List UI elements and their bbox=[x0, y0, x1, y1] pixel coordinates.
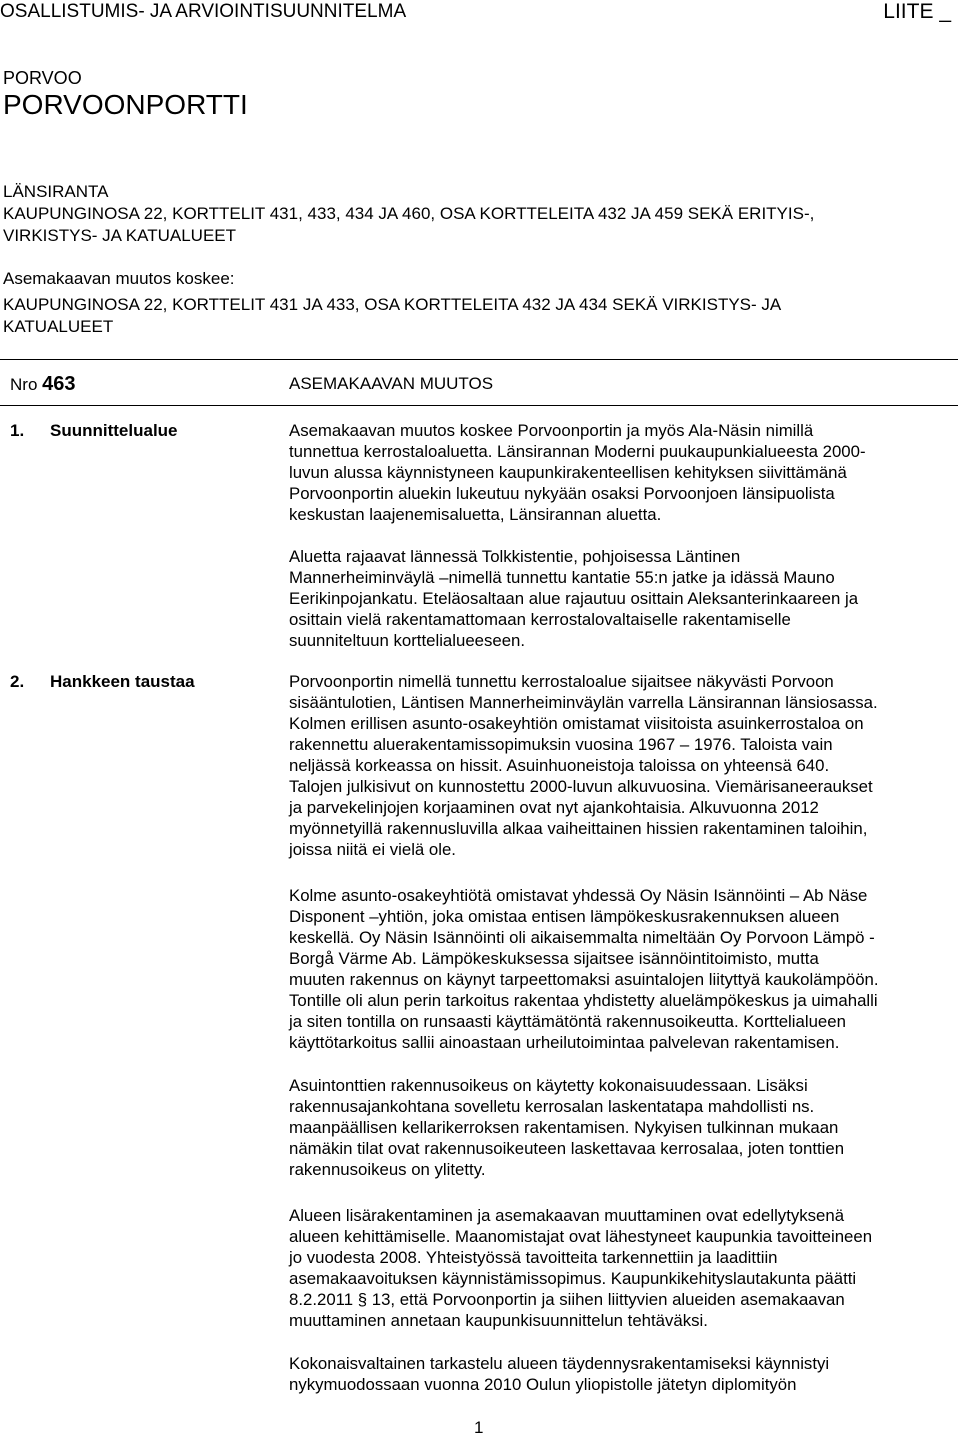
text-line: Porvoonportin nimellä tunnettu kerrostaloalue sijaitsee näkyvästi Porvoon bbox=[289, 672, 834, 691]
text-line: suunniteltuun korttelialueeseen. bbox=[289, 631, 526, 650]
change-line: KAUPUNGINOSA 22, KORTTELIT 431 JA 433, OSA KORTTELEITA 432 JA 434 SEKÄ VIRKISTYS- JA bbox=[3, 295, 782, 314]
text-line: asemakaavoituksen käynnistämissopimus. Kaupunkikehityslautakunta päätti bbox=[289, 1269, 857, 1288]
change-label: Asemakaavan muutos koskee: bbox=[3, 269, 235, 288]
change-line: KATUALUEET bbox=[3, 317, 114, 336]
section-1-paragraph-1 bbox=[289, 420, 929, 525]
text-line: Porvoonportin aluekin lukeutuu nykyään osaksi Porvoonjoen länsipuolista bbox=[289, 484, 835, 503]
section-2-paragraph-4 bbox=[289, 1205, 929, 1331]
section-2-paragraph-5 bbox=[289, 1353, 929, 1395]
text-line: rakennusajankohtana sovelletu kerrosalan laskentatapa mahdollisti ns. bbox=[289, 1097, 815, 1116]
text-line: neljässä korkeassa on hissit. Asuinhuoneistoja taloissa on yhteensä 640. bbox=[289, 756, 830, 775]
text-line: keskellä. Oy Näsin Isännöinti oli aikaisemmalta nimeltään Oy Porvoon Lämpö - bbox=[289, 928, 875, 947]
area-description bbox=[3, 181, 814, 247]
text-line: nykymuodossaan vuonna 2010 Oulun yliopistolle jätetyn diplomityön bbox=[289, 1375, 797, 1394]
project-name: PORVOONPORTTI bbox=[3, 89, 248, 120]
plan-kind: ASEMAKAAVAN MUUTOS bbox=[289, 374, 494, 393]
page-number: 1 bbox=[474, 1418, 484, 1437]
appendix-label: LIITE _ bbox=[883, 0, 951, 23]
text-line: ja siten tontilla on runsaasti käyttämätöntä rakennusoikeutta. Korttelialueen bbox=[289, 1012, 846, 1031]
text-line: Disponent –yhtiön, joka omistaa entisen lämpökeskusrakennuksen alueen bbox=[289, 907, 840, 926]
section-2-paragraph-2 bbox=[289, 885, 929, 1053]
text-line: sisääntulotien, Läntisen Mannerheiminväylän varrella Länsirannan länsiosassa. bbox=[289, 693, 878, 712]
section-number: 2. bbox=[10, 672, 25, 691]
text-line: rakennusoikeus on ylitetty. bbox=[289, 1160, 486, 1179]
plan-number-label: Nro bbox=[10, 375, 38, 394]
text-line: maanpäällisen kellarikerroksen rakentamisen. Nykyisen tulkinnan mukaan bbox=[289, 1118, 839, 1137]
area-line: LÄNSIRANTA bbox=[3, 182, 109, 201]
text-line: nämäkin tilat ovat rakennusoikeuteen laskettavaa kerrosalaa, joten tonttien bbox=[289, 1139, 845, 1158]
text-line: 8.2.2011 § 13, että Porvoonportin ja siihen liittyvien alueiden asemakaavan bbox=[289, 1290, 845, 1309]
text-line: Tontille oli alun perin tarkoitus rakentaa yhdistetty aluelämpökeskus ja uimahalli bbox=[289, 991, 878, 1010]
text-line: Kokonaisvaltainen tarkastelu alueen täydennysrakentamiseksi käynnistyi bbox=[289, 1354, 830, 1373]
text-line: Asuintonttien rakennusoikeus on käytetty kokonaisuudessaan. Lisäksi bbox=[289, 1076, 808, 1095]
text-line: tunnettua kerrostaloaluetta. Länsirannan Moderni puukaupunkialueesta 2000- bbox=[289, 442, 866, 461]
text-line: Talojen julkisivut on kunnostettu 2000-luvun alkuvuosina. Viemärisaneeraukset bbox=[289, 777, 873, 796]
text-line: Eerikinpojankatu. Eteläosaltaan alue rajautuu osittain Aleksanterinkaareen ja bbox=[289, 589, 859, 608]
section-1-title bbox=[10, 420, 178, 442]
section-1-paragraph-2 bbox=[289, 546, 929, 651]
text-line: keskustan laajenemisaluetta, Länsirannan aluetta. bbox=[289, 505, 662, 524]
text-line: luvun alussa käynnistyneen kaupunkirakenteellisen kehityksen siivittämänä bbox=[289, 463, 847, 482]
text-line: joissa niitä ei vielä ole. bbox=[289, 840, 456, 859]
text-line: Kolme asunto-osakeyhtiötä omistavat yhdessä Oy Näsin Isännöinti – Ab Näse bbox=[289, 886, 868, 905]
text-line: ja parvekelinjojen korjaaminen ovat nyt ajankohtaisia. Alkuvuonna 2012 bbox=[289, 798, 819, 817]
plan-number-value: 463 bbox=[42, 373, 76, 395]
text-line: käyttötarkoitus sallii ainoastaan urheilutoimintaa palvelevan rakentamisen. bbox=[289, 1033, 840, 1052]
text-line: muuttaminen annetaan kaupunkisuunnittelun tehtäväksi. bbox=[289, 1311, 708, 1330]
area-line: KAUPUNGINOSA 22, KORTTELIT 431, 433, 434 JA 460, OSA KORTTELEITA 432 JA 459 SEKÄ ERITYIS-, bbox=[3, 204, 815, 223]
section-title-text: Hankkeen taustaa bbox=[50, 672, 195, 691]
text-line: osittain vielä rakentamattomaan kerrostalovaltaiselle rakentamiselle bbox=[289, 610, 791, 629]
plan-number bbox=[10, 372, 76, 397]
text-line: rakennettu aluerakentamissopimuksin vuosina 1967 – 1976. Taloista vain bbox=[289, 735, 833, 754]
section-2-paragraph-1 bbox=[289, 671, 929, 860]
text-line: jo vuodesta 2008. Yhteistyössä tavoitteita tarkennettiin ja laadittiin bbox=[289, 1248, 778, 1267]
text-line: Mannerheiminväylä –nimellä tunnettu kantatie 55:n jatke ja idässä Mauno bbox=[289, 568, 835, 587]
text-line: alueen kehittämiselle. Maanomistajat ovat lähestyneet kaupunkia tavoitteineen bbox=[289, 1227, 873, 1246]
change-description bbox=[3, 294, 781, 338]
city-name: PORVOO bbox=[3, 68, 82, 88]
text-line: Borgå Värme Ab. Lämpökeskuksessa sijaitsee isännöintitoimisto, mutta bbox=[289, 949, 819, 968]
area-line: VIRKISTYS- JA KATUALUEET bbox=[3, 226, 237, 245]
text-line: myönnetyillä rakennusluvilla alkaa vaiheittainen hissien rakentaminen taloihin, bbox=[289, 819, 868, 838]
text-line: Alueen lisärakentaminen ja asemakaavan muuttaminen ovat edellytyksenä bbox=[289, 1206, 845, 1225]
section-title-text: Suunnittelualue bbox=[50, 421, 178, 440]
text-line: Asemakaavan muutos koskee Porvoonportin ja myös Ala-Näsin nimillä bbox=[289, 421, 814, 440]
section-2-paragraph-3 bbox=[289, 1075, 929, 1180]
section-2-title bbox=[10, 671, 195, 693]
section-number: 1. bbox=[10, 421, 25, 440]
text-line: muuten rakennus on käynyt tarpeettomaksi asuintalojen liityttyä kaukolämpöön. bbox=[289, 970, 879, 989]
text-line: Kolmen erillisen asunto-osakeyhtiön omistamat viisitoista asuinkerrostaloa on bbox=[289, 714, 864, 733]
document-title: OSALLISTUMIS- JA ARVIOINTISUUNNITELMA bbox=[0, 1, 407, 22]
text-line: Aluetta rajaavat lännessä Tolkkistentie, pohjoisessa Läntinen bbox=[289, 547, 741, 566]
